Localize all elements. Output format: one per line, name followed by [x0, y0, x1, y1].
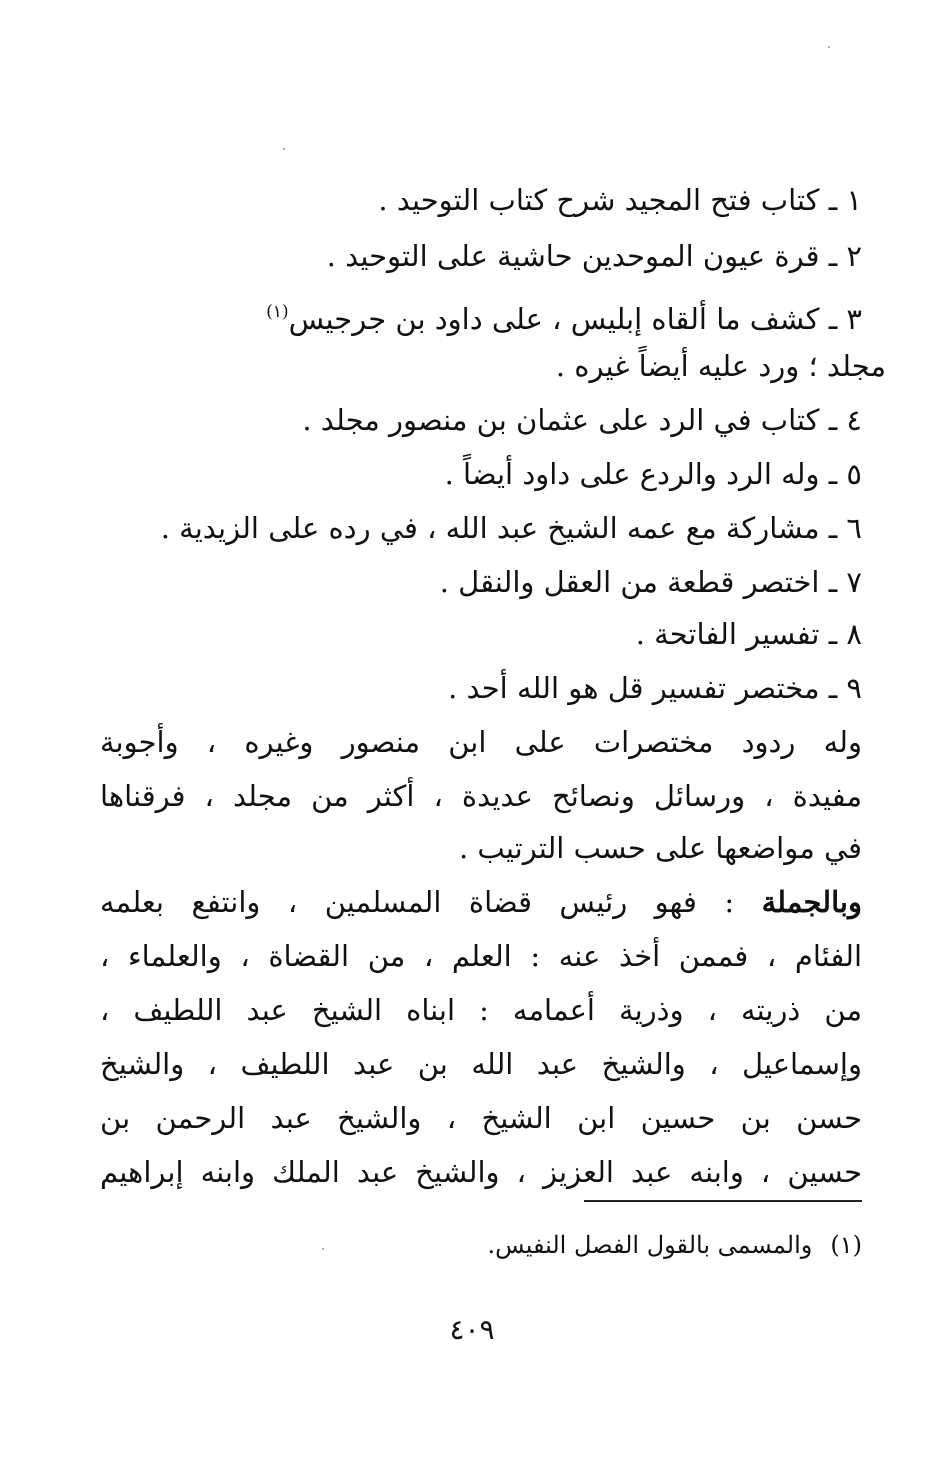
paragraph-line: من ذريته ، وذرية أعمامه : ابناه الشيخ عبد اللطيف ، [100, 993, 862, 1027]
paragraph-line-text: : فهو رئيس قضاة المسلمين ، وانتفع بعلمه [100, 885, 762, 919]
list-item: ٨ ـ تفسير الفاتحة . [635, 617, 862, 651]
paragraph-line: حسين ، وابنه عبد العزيز ، والشيخ عبد الملك وابنه إبراهيم [100, 1155, 862, 1189]
list-item: ٢ ـ قرة عيون الموحدين حاشية على التوحيد . [326, 239, 862, 273]
paragraph-line: حسن بن حسين ابن الشيخ ، والشيخ عبد الرحمن بن [100, 1101, 862, 1135]
footnote-text: والمسمى بالقول الفصل النفيس. [487, 1231, 813, 1259]
list-item [266, 292, 862, 339]
paragraph-lead-word: وبالجملة [761, 885, 862, 919]
list-item: ٤ ـ كتاب في الرد على عثمان بن منصور مجلد . [302, 403, 862, 437]
scan-speck [828, 46, 830, 48]
list-item-continuation: مجلد ؛ ورد عليه أيضاً غيره . [555, 349, 886, 383]
paragraph-line [100, 882, 862, 922]
scan-speck [322, 1248, 324, 1250]
list-item: ٧ ـ اختصر قطعة من العقل والنقل . [439, 565, 862, 599]
footnote-divider [584, 1200, 862, 1202]
footnote [488, 1228, 862, 1262]
footnote-mark: (١) [830, 1231, 862, 1259]
list-item: ١ ـ كتاب فتح المجيد شرح كتاب التوحيد . [378, 183, 862, 217]
list-item: ٥ ـ وله الرد والردع على داود أيضاً . [444, 457, 862, 491]
page-number: ٤٠٩ [449, 1313, 495, 1346]
paragraph-line: الفئام ، فممن أخذ عنه : العلم ، من القضاة ، والعلماء ، [100, 939, 862, 973]
list-item: ٦ ـ مشاركة مع عمه الشيخ عبد الله ، في رده على الزيدية . [160, 511, 862, 545]
paragraph-line: وله ردود مختصرات على ابن منصور وغيره ، وأجوبة [100, 725, 862, 759]
scan-speck [283, 148, 285, 150]
list-item: ٩ ـ مختصر تفسير قل هو الله أحد . [448, 671, 862, 705]
paragraph-line: وإسماعيل ، والشيخ عبد الله بن عبد اللطيف ، والشيخ [100, 1047, 862, 1081]
paragraph-line: في مواضعها على حسب الترتيب . [458, 831, 862, 865]
paragraph-line: مفيدة ، ورسائل ونصائح عديدة ، أكثر من مجلد ، فرقناها [100, 779, 862, 813]
footnote-reference: (١) [266, 302, 289, 322]
list-item-text: ٣ ـ كشف ما ألقاه إبليس ، على داود بن جرجيس [288, 302, 862, 336]
